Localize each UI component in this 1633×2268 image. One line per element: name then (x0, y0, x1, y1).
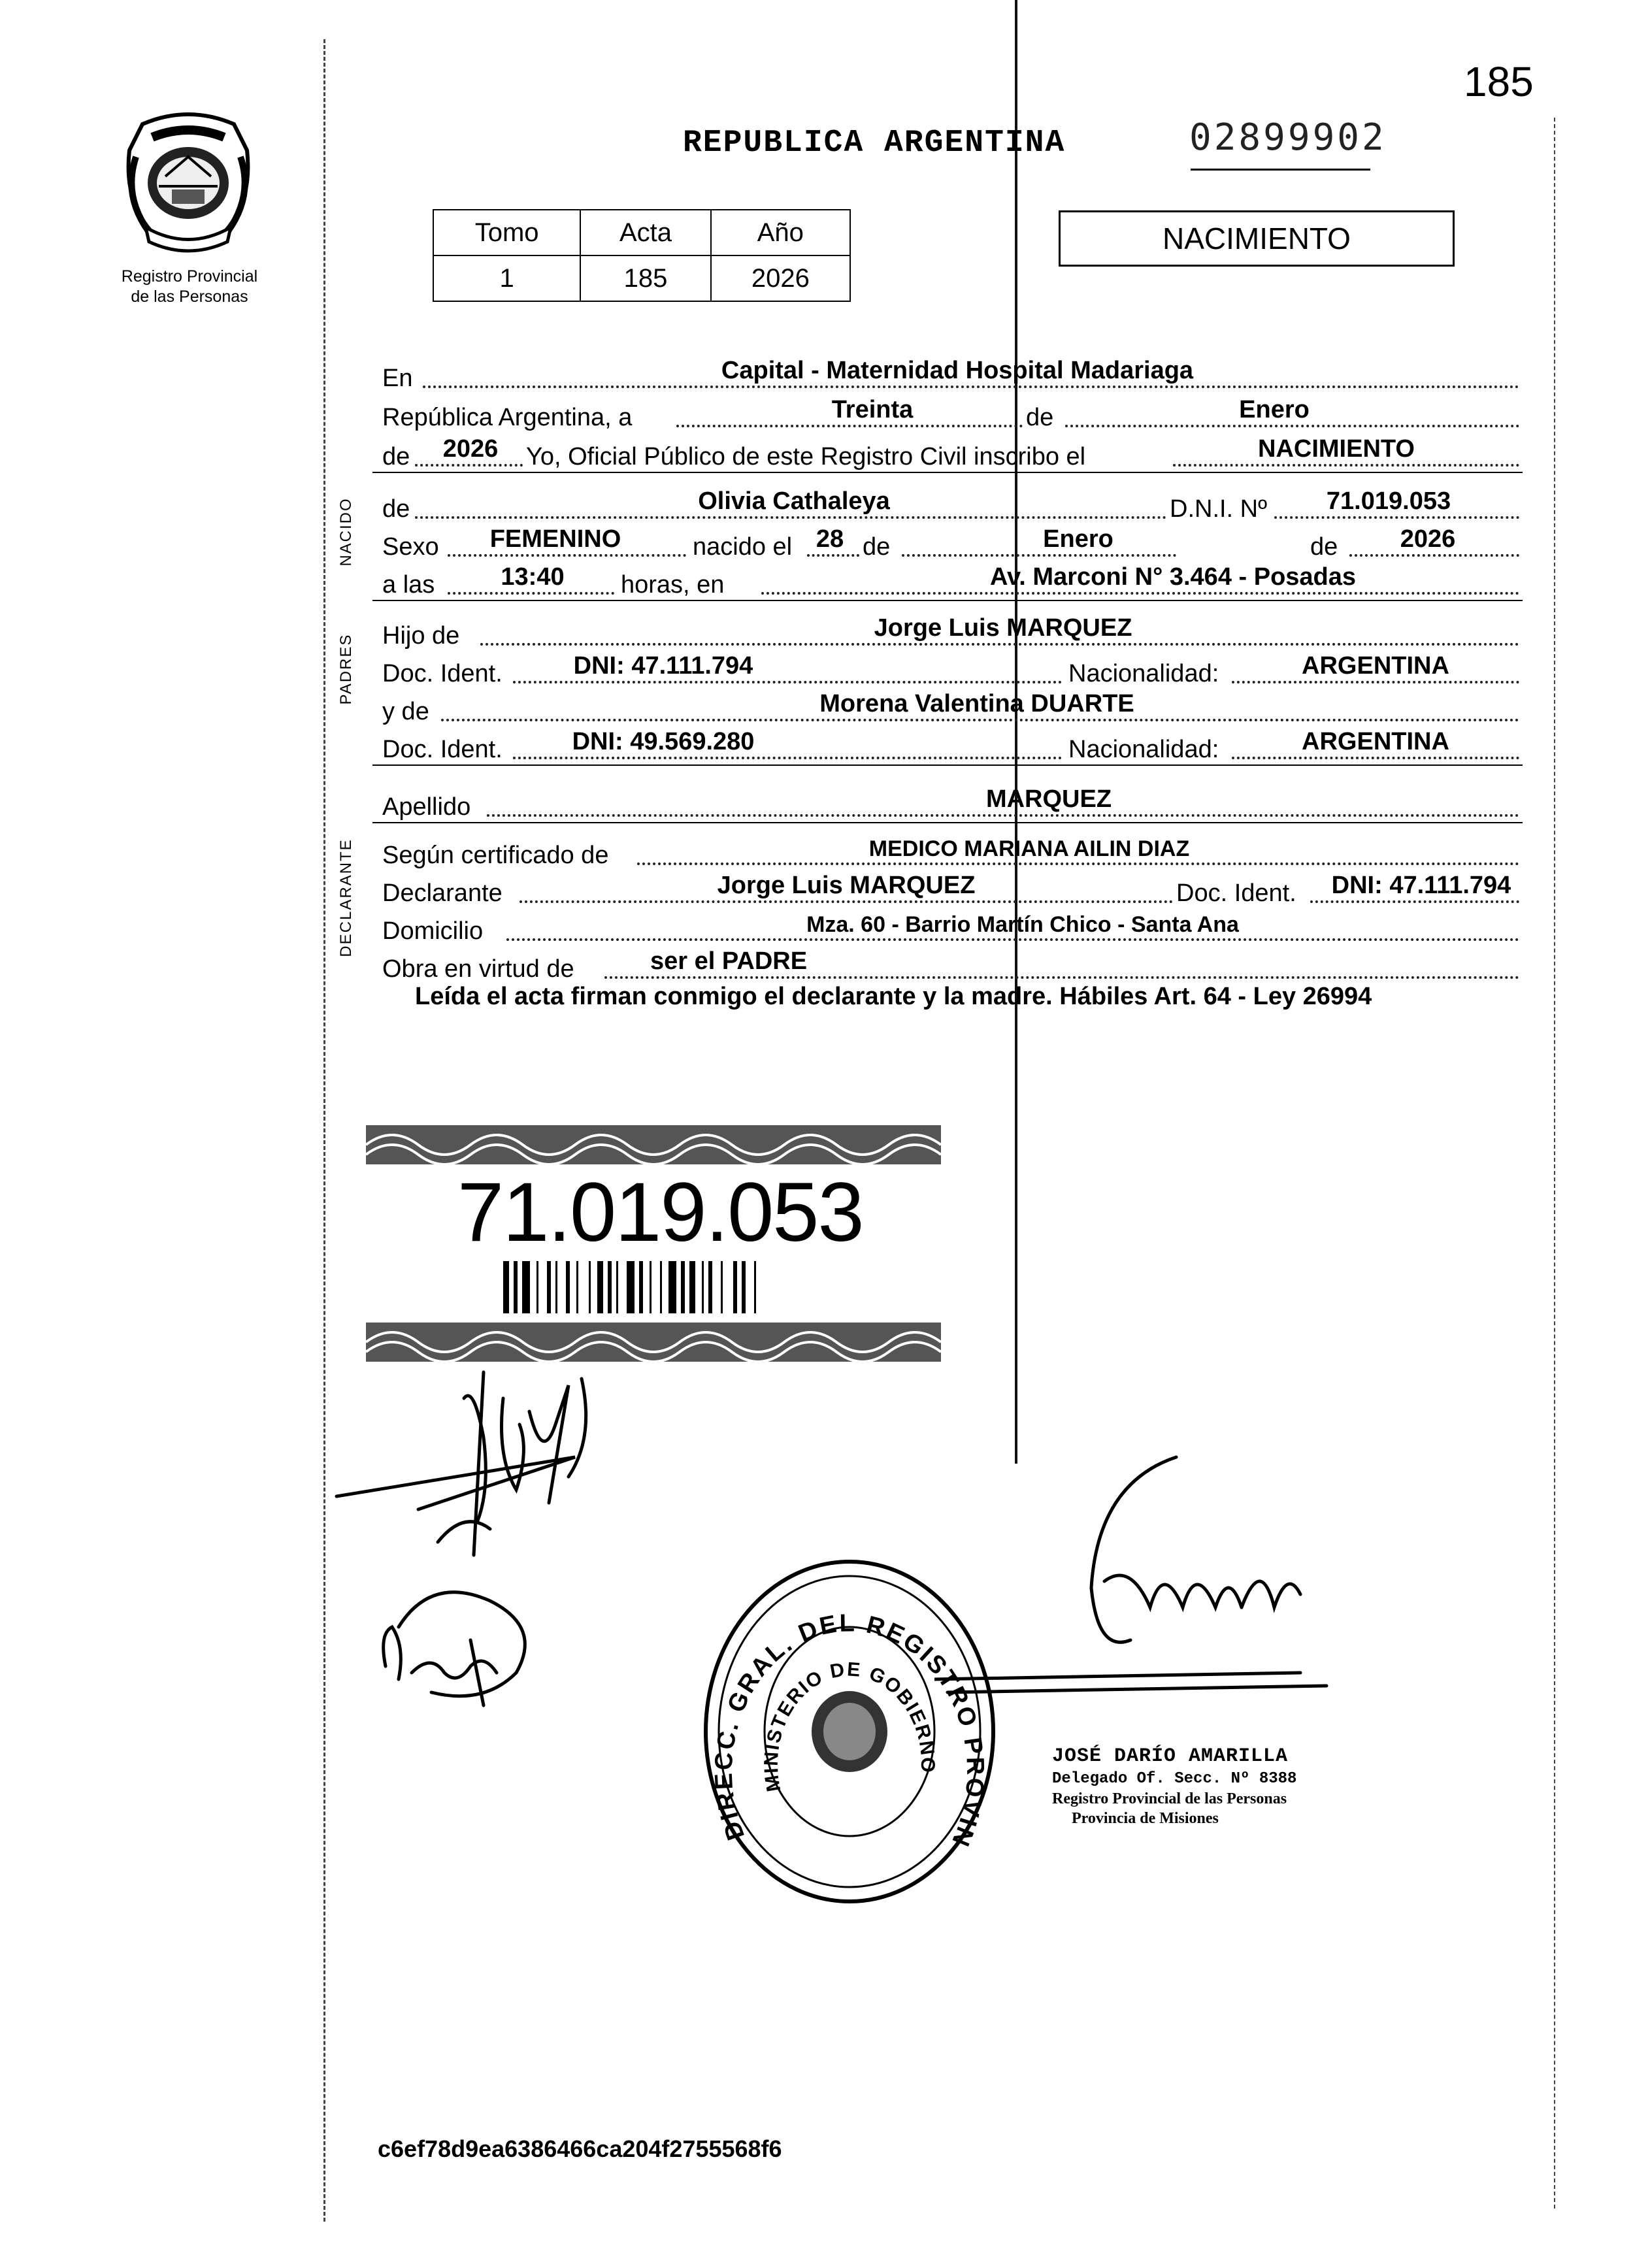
row-y-de (382, 686, 1519, 724)
value-place: Capital - Maternidad Hospital Madariaga (721, 357, 1194, 384)
value-month: Enero (1239, 396, 1310, 423)
security-strip-bottom (366, 1323, 941, 1362)
dots-en (423, 386, 1519, 388)
value-birth-month: Enero (1043, 525, 1113, 553)
label-horas: horas, en (621, 571, 725, 599)
label-certificado: Según certificado de (382, 842, 609, 869)
row-hijo-de (382, 610, 1519, 648)
row-domicilio (382, 906, 1519, 944)
label-mother-nationality: Nacionalidad: (1068, 736, 1219, 763)
value-acta: 185 (580, 255, 710, 301)
label-father-doc: Doc. Ident. (382, 660, 503, 687)
barcode-bar (597, 1261, 603, 1313)
right-margin-line (1554, 118, 1555, 2209)
logo-caption (98, 267, 281, 308)
dots-father-nationality (1232, 681, 1519, 683)
dots-birth-day (807, 554, 859, 557)
dots-father-doc (513, 681, 1062, 683)
barcode-bar (650, 1261, 652, 1313)
value-birth-place: Av. Marconi N° 3.464 - Posadas (989, 563, 1357, 591)
value-act-type: NACIMIENTO (1258, 435, 1415, 463)
value-father-name: Jorge Luis MARQUEZ (874, 614, 1132, 642)
security-strip-top (366, 1125, 941, 1164)
label-mother-doc: Doc. Ident. (382, 736, 503, 763)
barcode-bar (733, 1261, 737, 1313)
value-obra: ser el PADRE (650, 947, 808, 975)
value-certificado: MEDICO MARIANA AILIN DIAZ (868, 836, 1190, 861)
value-birth-year: 2026 (1400, 525, 1456, 553)
dots-month (1065, 425, 1519, 427)
row-mother-doc (382, 724, 1519, 762)
label-de-name: de (382, 495, 410, 523)
dots-mother (441, 719, 1519, 721)
value-tomo: 1 (433, 255, 580, 301)
header-acta: Acta (580, 210, 710, 255)
barcode-bar (742, 1261, 746, 1313)
label-a-las: a las (382, 571, 435, 599)
declarant-signature (333, 1359, 673, 1575)
dots-domicilio (506, 938, 1519, 941)
barcode-bar (566, 1261, 570, 1313)
seal-outer-text: DIRECC. GRAL. DEL REGISTRO PROVIN (710, 1609, 989, 1852)
barcode-bar (702, 1261, 704, 1313)
barcode-bar (616, 1261, 618, 1313)
logo-caption-line1: Registro Provincial (121, 267, 258, 286)
section-label-declarante: DECLARANTE (337, 838, 355, 957)
value-day-words: Treinta (831, 396, 914, 423)
mother-signature (372, 1575, 555, 1718)
label-dni: D.N.I. Nº (1170, 495, 1267, 523)
serial-underline (1191, 169, 1370, 171)
label-sexo: Sexo (382, 533, 439, 561)
dots-certificado (637, 863, 1519, 865)
barcode-bar (536, 1261, 538, 1313)
row-republica (382, 392, 1519, 430)
row-sexo (382, 521, 1519, 559)
dots-mother-nationality (1232, 757, 1519, 759)
value-domicilio: Mza. 60 - Barrio Martín Chico - Santa Ana (806, 912, 1239, 937)
dots-mother-doc (513, 757, 1062, 759)
record-table (433, 209, 851, 302)
serial-number: 02899902 (1189, 116, 1387, 159)
label-de-year: de (382, 443, 410, 470)
row-father-doc (382, 648, 1519, 686)
section-label-nacido: NACIDO (337, 497, 355, 567)
label-domicilio: Domicilio (382, 917, 484, 945)
barcode-bar (589, 1261, 591, 1313)
document-title: REPUBLICA ARGENTINA (683, 125, 1066, 161)
value-declarante-doc: DNI: 47.111.794 (1331, 872, 1511, 899)
barcode-bar (754, 1261, 756, 1313)
label-en: En (382, 365, 413, 392)
label-apellido: Apellido (382, 793, 471, 821)
barcode-bar (639, 1261, 643, 1313)
apellido-top-rule (372, 764, 1523, 766)
label-declarante: Declarante (382, 879, 503, 907)
value-mother-name: Morena Valentina DUARTE (819, 690, 1134, 717)
dots-obra (604, 976, 1519, 979)
barcode-bar (660, 1261, 662, 1313)
official-name: JOSÉ DARÍO AMARILLA (1052, 1745, 1289, 1767)
label-de-birth-month: de (863, 533, 891, 561)
barcode-bar (503, 1261, 509, 1313)
document-type-box: NACIMIENTO (1059, 210, 1455, 267)
barcode (503, 1261, 804, 1313)
official-registry: Registro Provincial de las Personas (1052, 1790, 1287, 1807)
label-de-month: de (1026, 404, 1054, 431)
barcode-bar (708, 1261, 712, 1313)
row-obra (382, 944, 1519, 981)
row-nacido-name (382, 484, 1519, 521)
label-republica: República Argentina, a (382, 404, 633, 431)
label-father-nationality: Nacionalidad: (1068, 660, 1219, 687)
barcode-bar (627, 1261, 635, 1313)
record-table-header (433, 210, 850, 255)
dots-year (415, 464, 523, 467)
dots-birth-place (761, 592, 1519, 595)
nacido-top-rule (372, 472, 1523, 473)
dots-name (415, 516, 1166, 519)
value-apellido: MARQUEZ (985, 785, 1112, 813)
barcode-bar (514, 1261, 518, 1313)
value-father-doc: DNI: 47.111.794 (573, 652, 753, 680)
value-birth-day: 28 (816, 525, 844, 553)
official-role: Delegado Of. Secc. Nº 8388 (1052, 1769, 1297, 1788)
province-logo (116, 111, 260, 261)
id-label (366, 1125, 941, 1377)
value-father-nationality: ARGENTINA (1302, 652, 1449, 680)
label-y-de: y de (382, 698, 429, 725)
dots-day (676, 425, 1023, 427)
barcode-bar (721, 1261, 723, 1313)
label-obra: Obra en virtud de (382, 955, 574, 983)
row-hora (382, 559, 1519, 597)
value-birth-time: 13:40 (501, 563, 565, 591)
value-child-name: Olivia Cathaleya (698, 487, 890, 515)
value-sexo: FEMENINO (489, 525, 621, 553)
header-tomo: Tomo (433, 210, 580, 255)
barcode-bar (547, 1261, 551, 1313)
row-declarante (382, 868, 1519, 906)
dots-declarante-doc (1310, 900, 1519, 903)
dots-sexo (448, 554, 686, 557)
official-signature (934, 1444, 1340, 1718)
record-table-values (433, 255, 850, 301)
value-year: 2026 (442, 435, 499, 463)
barcode-bar (576, 1261, 578, 1313)
dots-act-type (1173, 464, 1519, 467)
official-stamp (1052, 1745, 1418, 1828)
row-certificado (382, 830, 1519, 868)
barcode-bar (522, 1261, 530, 1313)
value-mother-doc: DNI: 49.569.280 (572, 728, 755, 755)
row-apellido (382, 781, 1519, 819)
header-ano: Año (711, 210, 850, 255)
barcode-bar (668, 1261, 676, 1313)
official-province: Provincia de Misiones (1072, 1809, 1219, 1827)
dots-apellido (487, 814, 1519, 817)
document-hash: c6ef78d9ea6386466ca204f2755568f6 (378, 2135, 782, 2162)
row-en (382, 353, 1519, 391)
label-nacido-el: nacido el (693, 533, 793, 561)
row-year-oficial (382, 431, 1519, 469)
dots-declarante (520, 900, 1173, 903)
label-declarante-doc: Doc. Ident. (1176, 879, 1296, 907)
dots-time (448, 592, 614, 595)
padres-top-rule (372, 600, 1523, 601)
label-de-birth-year: de (1310, 533, 1338, 561)
closing-note: Leída el acta firman conmigo el declarante y la madre. Hábiles Art. 64 - Ley 26994 (415, 983, 1372, 1010)
province-crest-icon (116, 111, 260, 261)
logo-caption-line2: de las Personas (131, 288, 248, 306)
dots-dni (1274, 516, 1519, 519)
value-mother-nationality: ARGENTINA (1302, 728, 1449, 755)
value-ano: 2026 (711, 255, 850, 301)
dots-birth-year (1349, 554, 1519, 557)
label-oficial: Yo, Oficial Público de este Registro Civil inscribo el (526, 443, 1086, 470)
id-number: 71.019.053 (457, 1166, 863, 1259)
barcode-bar (681, 1261, 685, 1313)
barcode-bar (608, 1261, 612, 1313)
dots-birth-month (902, 554, 1176, 557)
left-margin-line (323, 39, 325, 2222)
section-label-padres: PADRES (337, 633, 355, 705)
page-number: 185 (1464, 58, 1534, 105)
barcode-bar (555, 1261, 557, 1313)
declarante-top-rule (372, 822, 1523, 823)
value-declarante-name: Jorge Luis MARQUEZ (717, 872, 976, 899)
value-child-dni: 71.019.053 (1326, 487, 1451, 515)
seal-inner-text: MINISTERIO DE GOBIERNO (760, 1658, 939, 1794)
barcode-bar (689, 1261, 695, 1313)
dots-father (480, 643, 1519, 646)
label-hijo-de: Hijo de (382, 622, 460, 649)
